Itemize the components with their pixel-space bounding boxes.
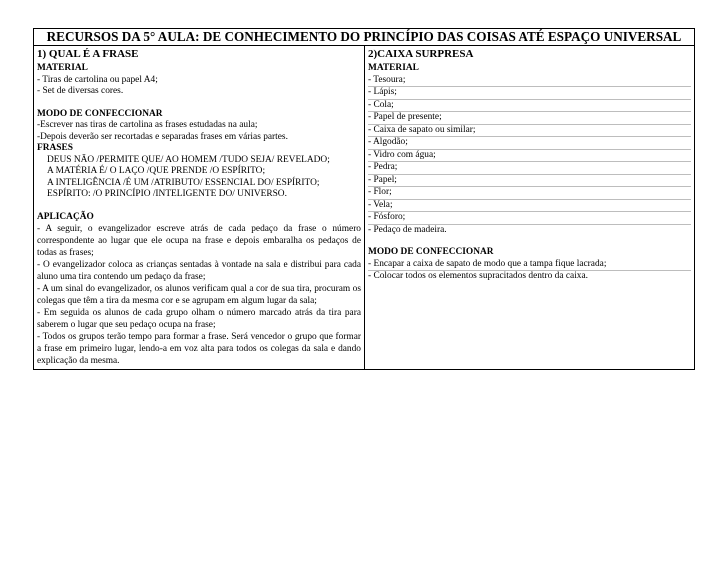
aplicacao-paragraph: - O evangelizador coloca as crianças sentadas à vontade na sala e distribui para cada aluno uma tira contendo um pedaço da frase;	[37, 260, 361, 282]
page-title: RECURSOS DA 5° AULA: DE CONHECIMENTO DO PRINCÍPIO DAS COISAS ATÉ ESPAÇO UNIVERSAL	[34, 29, 694, 46]
material-item: - Algodão;	[368, 137, 691, 150]
aplicacao-heading: APLICAÇÃO	[37, 211, 94, 222]
modo-item: -Depois deverão ser recortadas e separadas frases em várias partes.	[37, 131, 288, 142]
left-column	[34, 46, 365, 369]
material-item: - Vidro com água;	[368, 150, 691, 163]
aplicacao-paragraph: - A um sinal do evangelizador, os alunos verificam qual a cor de sua tira, procuram os colegas que têm a tira da mesma cor e se agrupam em algum lugar da sala;	[37, 284, 361, 306]
frase-item: DEUS NÃO /PERMITE QUE/ AO HOMEM /TUDO SEJA/ REVELADO;	[47, 154, 330, 165]
modo-heading: MODO DE CONFECCIONAR	[37, 108, 163, 119]
material-item: - Cola;	[368, 100, 691, 113]
material-item: - Fósforo;	[368, 212, 691, 225]
section-title-qual-e-a-frase: 1) QUAL É A FRASE	[37, 48, 139, 60]
section-title-caixa-surpresa: 2)CAIXA SURPRESA	[368, 48, 474, 60]
frases-heading: FRASES	[37, 143, 73, 153]
table-columns	[34, 46, 694, 369]
aplicacao-paragraph: - Em seguida os alunos de cada grupo olham o número marcado atrás da tira para saberem o lugar que seu pedaço ocupa na frase;	[37, 308, 361, 330]
material-item: - Tiras de cartolina ou papel A4;	[37, 74, 158, 85]
frase-item: ESPÍRITO: /O PRINCÍPIO /INTELIGENTE DO/ UNIVERSO.	[47, 189, 287, 199]
right-column	[365, 46, 694, 369]
material-item: - Papel de presente;	[368, 112, 691, 125]
frase-item: A MATÉRIA É/ O LAÇO /QUE PRENDE /O ESPÍRITO;	[47, 166, 266, 176]
modo-heading: MODO DE CONFECCIONAR	[368, 247, 494, 257]
material-item: - Flor;	[368, 187, 691, 200]
material-item: - Papel;	[368, 175, 691, 188]
material-item: - Tesoura;	[368, 75, 691, 88]
material-item: - Set de diversas cores.	[37, 86, 124, 96]
material-item: - Vela;	[368, 200, 691, 213]
modo-item: - Encapar a caixa de sapato de modo que a tampa fique lacrada;	[368, 259, 691, 272]
aplicacao-paragraph: - Todos os grupos terão tempo para formar a frase. Será vencedor o grupo que formar a frase em primeiro lugar, lendo-a em voz alta para todos os colegas da sala e dando explicação da mesma.	[37, 332, 361, 366]
modo-item: - Colocar todos os elementos supracitados dentro da caixa.	[368, 271, 588, 281]
material-item: - Caixa de sapato ou similar;	[368, 125, 691, 138]
modo-item: -Escrever nas tiras de cartolina as frases estudadas na aula;	[37, 120, 258, 130]
material-item: - Lápis;	[368, 87, 691, 100]
aplicacao-paragraph: - A seguir, o evangelizador escreve atrás de cada pedaço da frase o número correspondente ao lugar que ele ocupa na frase e depois embaralha os pedaços de todas as frases;	[37, 224, 361, 258]
frase-item: A INTELIGÊNCIA /É UM /ATRIBUTO/ ESSENCIAL DO/ ESPÍRITO;	[47, 177, 320, 188]
material-heading: MATERIAL	[37, 63, 88, 73]
resources-table	[33, 28, 695, 370]
material-item: - Pedra;	[368, 162, 691, 175]
material-item: - Pedaço de madeira.	[368, 224, 447, 235]
material-heading: MATERIAL	[368, 63, 419, 73]
